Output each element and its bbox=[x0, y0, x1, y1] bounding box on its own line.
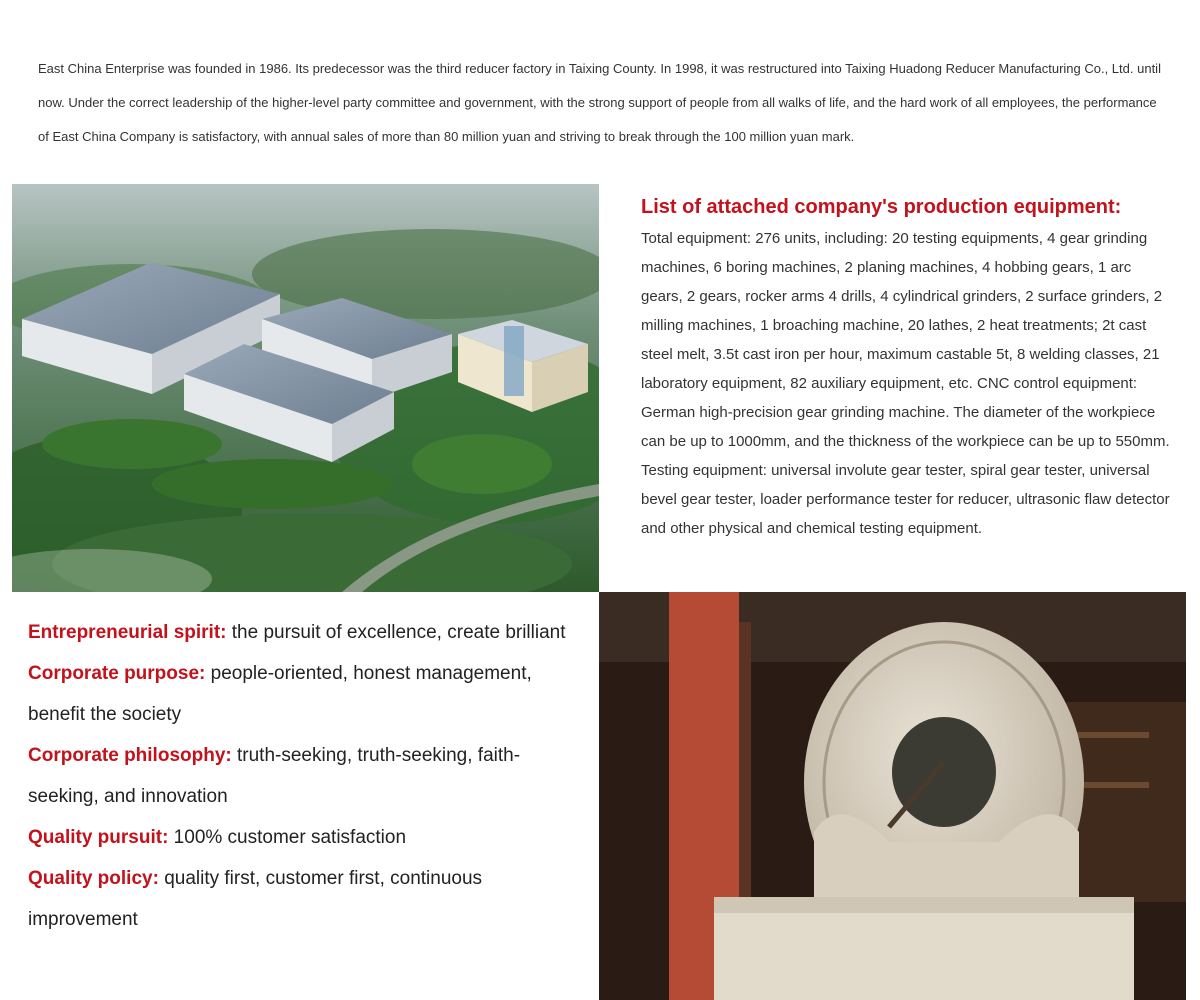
equipment-description: Total equipment: 276 units, including: 20 testing equipments, 4 gear grinding machines, 6 boring machines, 2 planing machines, 4 hobbing gears, 1 arc gears, 2 gears, rocker arms 4 drills, 4 cylindrical grinders, 2 surface grinders, 2 milling machines, 1 broaching machine, 20 lathes, 2 heat treatments; 2t cast steel melt, 3.5t cast iron per hour, maximum castable 5t, 8 welding classes, 21 laboratory equipment, 82 auxiliary equipment, etc. CNC control equipment: German high-precision gear grinding machine. The diameter of the workpiece can be up to 1000mm, and the thickness of the workpiece can be up to 550mm. Testing equipment: universal involute gear tester, spiral gear tester, universal bevel gear tester, loader performance tester for reducer, ultrasonic flaw detector and other physical and chemical testing equipment. bbox=[641, 230, 1170, 537]
value-text: truth-seeking, truth-seeking, faith-seeking, and innovation bbox=[28, 745, 521, 807]
value-text: the pursuit of excellence, create brilliant bbox=[226, 622, 566, 643]
value-corporate-purpose bbox=[28, 653, 578, 735]
value-label: Quality pursuit: bbox=[28, 827, 169, 848]
value-label: Quality policy: bbox=[28, 868, 159, 889]
value-entrepreneurial-spirit bbox=[28, 612, 578, 653]
sundial-image bbox=[599, 592, 1186, 1000]
value-quality-policy bbox=[28, 858, 578, 940]
equipment-section bbox=[641, 190, 1171, 543]
factory-aerial-image bbox=[12, 184, 599, 592]
value-corporate-philosophy bbox=[28, 735, 578, 817]
value-text: 100% customer satisfaction bbox=[168, 827, 407, 848]
value-text: people-oriented, honest management, benefit the society bbox=[28, 663, 532, 725]
value-text: quality first, customer first, continuous improvement bbox=[28, 868, 483, 930]
corporate-values bbox=[28, 612, 578, 940]
value-label: Corporate philosophy: bbox=[28, 745, 232, 766]
equipment-title: List of attached company's production equipment: bbox=[641, 196, 1122, 218]
value-label: Entrepreneurial spirit: bbox=[28, 622, 227, 643]
value-label: Corporate purpose: bbox=[28, 663, 206, 684]
value-quality-pursuit bbox=[28, 817, 578, 858]
company-intro: East China Enterprise was founded in 1986. Its predecessor was the third reducer factory in Taixing County. In 1998, it was restructured into Taixing Huadong Reducer Manufacturing Co., Ltd. until now. Under the correct leadership of the higher-level party committee and government, with the strong support of people from all walks of life, and the hard work of all employees, the performance of East China Company is satisfactory, with annual sales of more than 80 million yuan and striving to break through the 100 million yuan mark. bbox=[38, 61, 1161, 144]
